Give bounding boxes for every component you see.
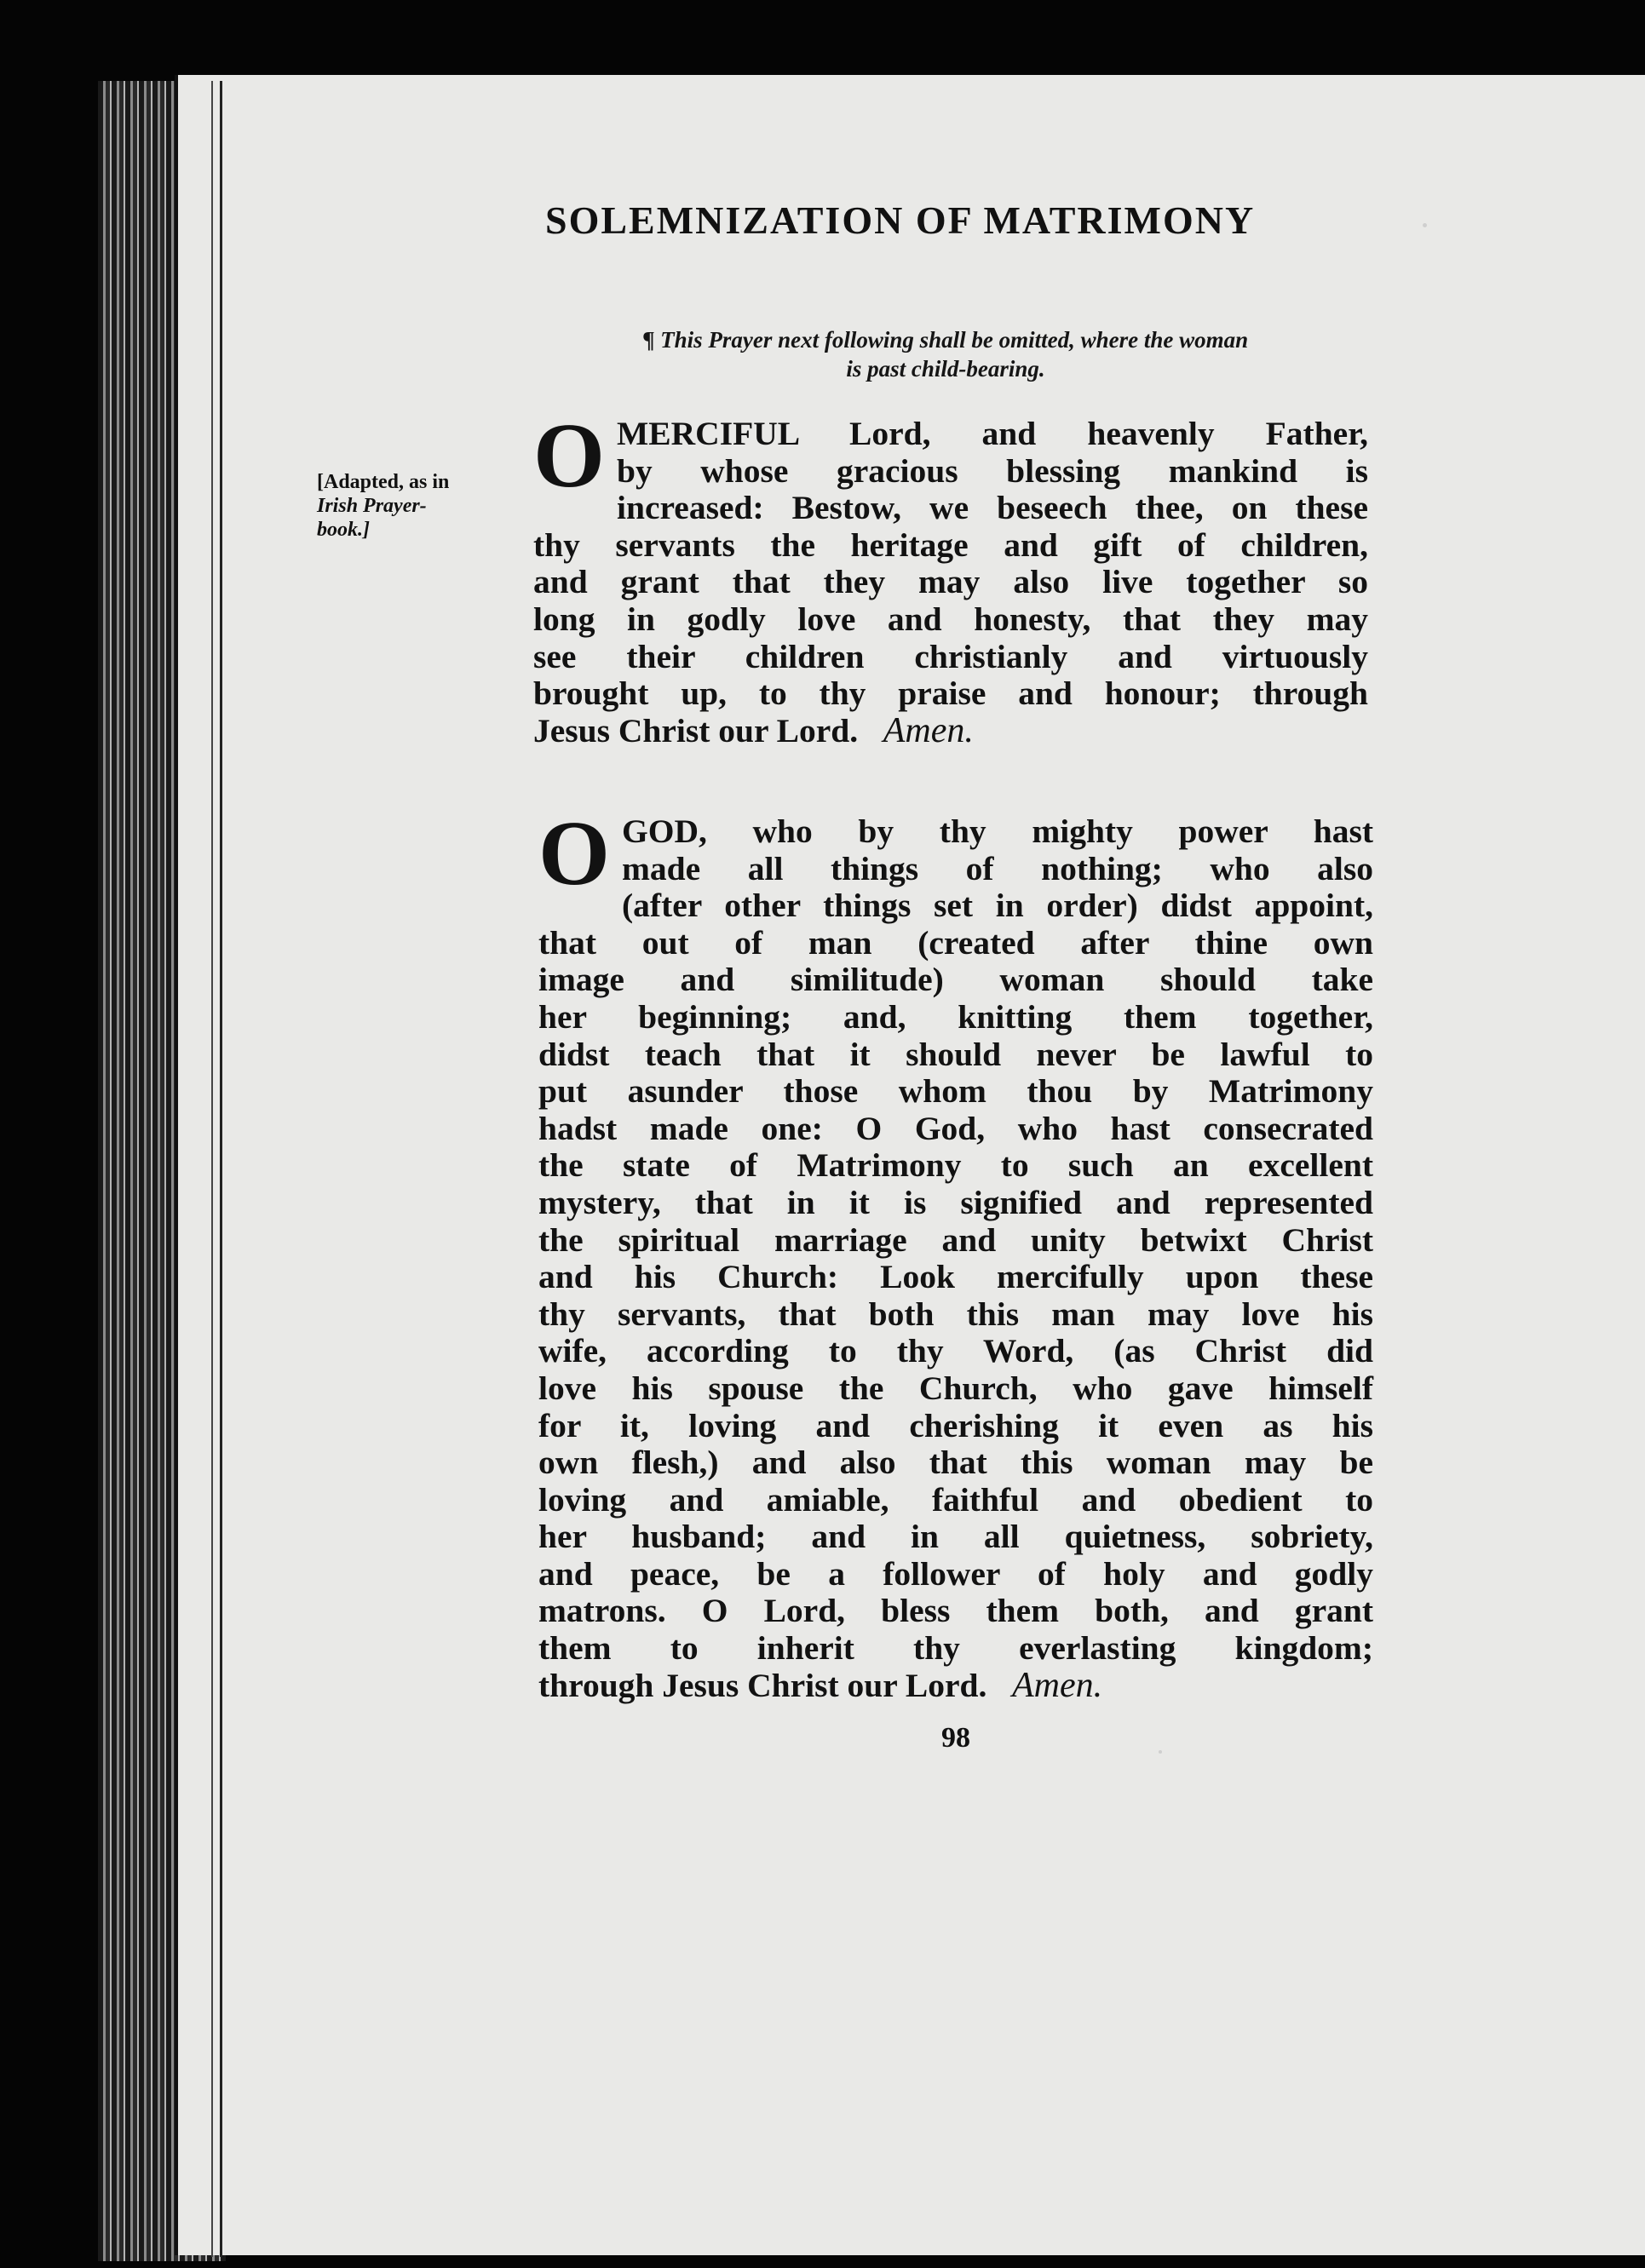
prayer-line: increased: Bestow, we beseech thee, on these <box>617 489 1368 527</box>
prayer-line: mystery, that in it is signified and represented <box>538 1183 1373 1221</box>
prayer-line: thy servants the heritage and gift of children, <box>533 525 1368 564</box>
prayer-line: by whose gracious blessing mankind is <box>617 451 1368 490</box>
prayer-line: image and similitude) woman should take <box>538 961 1373 999</box>
amen: Amen. <box>883 710 974 750</box>
page-gutter-line <box>211 81 213 2257</box>
prayer-line: didst teach that it should never be lawful to <box>538 1035 1373 1073</box>
prayer-line: hadst made one: O God, who hast consecrated <box>538 1109 1373 1147</box>
margin-note-line-1: [Adapted, as in <box>317 471 450 493</box>
prayer-line: see their children christianly and virtuously <box>533 637 1368 675</box>
scan-speck <box>1423 223 1427 227</box>
prayer-line: through Jesus Christ our Lord. <box>538 1666 987 1704</box>
prayer-line: wife, according to thy Word, (as Christ did <box>538 1332 1373 1370</box>
prayer-line: them to inherit thy everlasting kingdom; <box>538 1629 1373 1668</box>
rubric <box>528 325 1363 383</box>
pilcrow-mark: ¶ <box>642 327 655 353</box>
prayer-line: loving and amiable, faithful and obedient to <box>538 1480 1373 1519</box>
prayer-line: the state of Matrimony to such an excellent <box>538 1146 1373 1185</box>
prayer-for-children <box>533 405 1368 750</box>
prayer-line: love his spouse the Church, who gave himself <box>538 1369 1373 1407</box>
prayer-line: brought up, to thy praise and honour; through <box>533 675 1368 713</box>
prayer-line: GOD, who by thy mighty power hast <box>622 812 1373 850</box>
prayer-line: her beginning; and, knitting them together, <box>538 997 1373 1036</box>
amen: Amen. <box>1012 1665 1103 1705</box>
prayer-line: long in godly love and honesty, that they may <box>533 600 1368 638</box>
prayer-last-line <box>533 710 1368 750</box>
rubric-line-2: is past child-bearing. <box>846 356 1045 382</box>
page-gutter-line <box>220 81 222 2257</box>
prayer-line: Jesus Christ our Lord. <box>533 711 859 749</box>
running-head: SOLEMNIZATION OF MATRIMONY <box>545 198 1256 242</box>
prayer-line: that out of man (created after thine own <box>538 923 1373 962</box>
prayer-for-marriage <box>538 803 1373 1705</box>
prayer-line: put asunder those whom thou by Matrimony <box>538 1072 1373 1111</box>
prayer-line: own flesh,) and also that this woman may be <box>538 1444 1373 1482</box>
drop-cap: O <box>538 803 611 904</box>
margin-note <box>317 470 521 542</box>
prayer-line: matrons. O Lord, bless them both, and grant <box>538 1592 1373 1630</box>
drop-cap: O <box>533 405 606 507</box>
page-number: 98 <box>941 1722 970 1754</box>
prayer-line: thy servants, that both this man may love his <box>538 1295 1373 1333</box>
prayer-line: for it, loving and cherishing it even as his <box>538 1406 1373 1444</box>
prayer-line: and his Church: Look mercifully upon these <box>538 1258 1373 1296</box>
margin-note-line-3: book.] <box>317 519 370 541</box>
prayer-line: made all things of nothing; who also <box>622 849 1373 887</box>
rubric-line-1: This Prayer next following shall be omitted, where the woman <box>660 327 1249 353</box>
prayer-line: (after other things set in order) didst appoint, <box>622 887 1373 925</box>
prayer-line: the spiritual marriage and unity betwixt Christ <box>538 1220 1373 1259</box>
margin-note-line-2: Irish Prayer- <box>317 495 427 517</box>
prayer-last-line <box>538 1665 1373 1705</box>
prayer-line: her husband; and in all quietness, sobriety, <box>538 1518 1373 1556</box>
scan-speck <box>1159 1750 1162 1754</box>
prayer-line: and peace, be a follower of holy and godly <box>538 1554 1373 1593</box>
prayer-line: MERCIFUL Lord, and heavenly Father, <box>617 415 1368 452</box>
prayer-line: and grant that they may also live together so <box>533 563 1368 601</box>
